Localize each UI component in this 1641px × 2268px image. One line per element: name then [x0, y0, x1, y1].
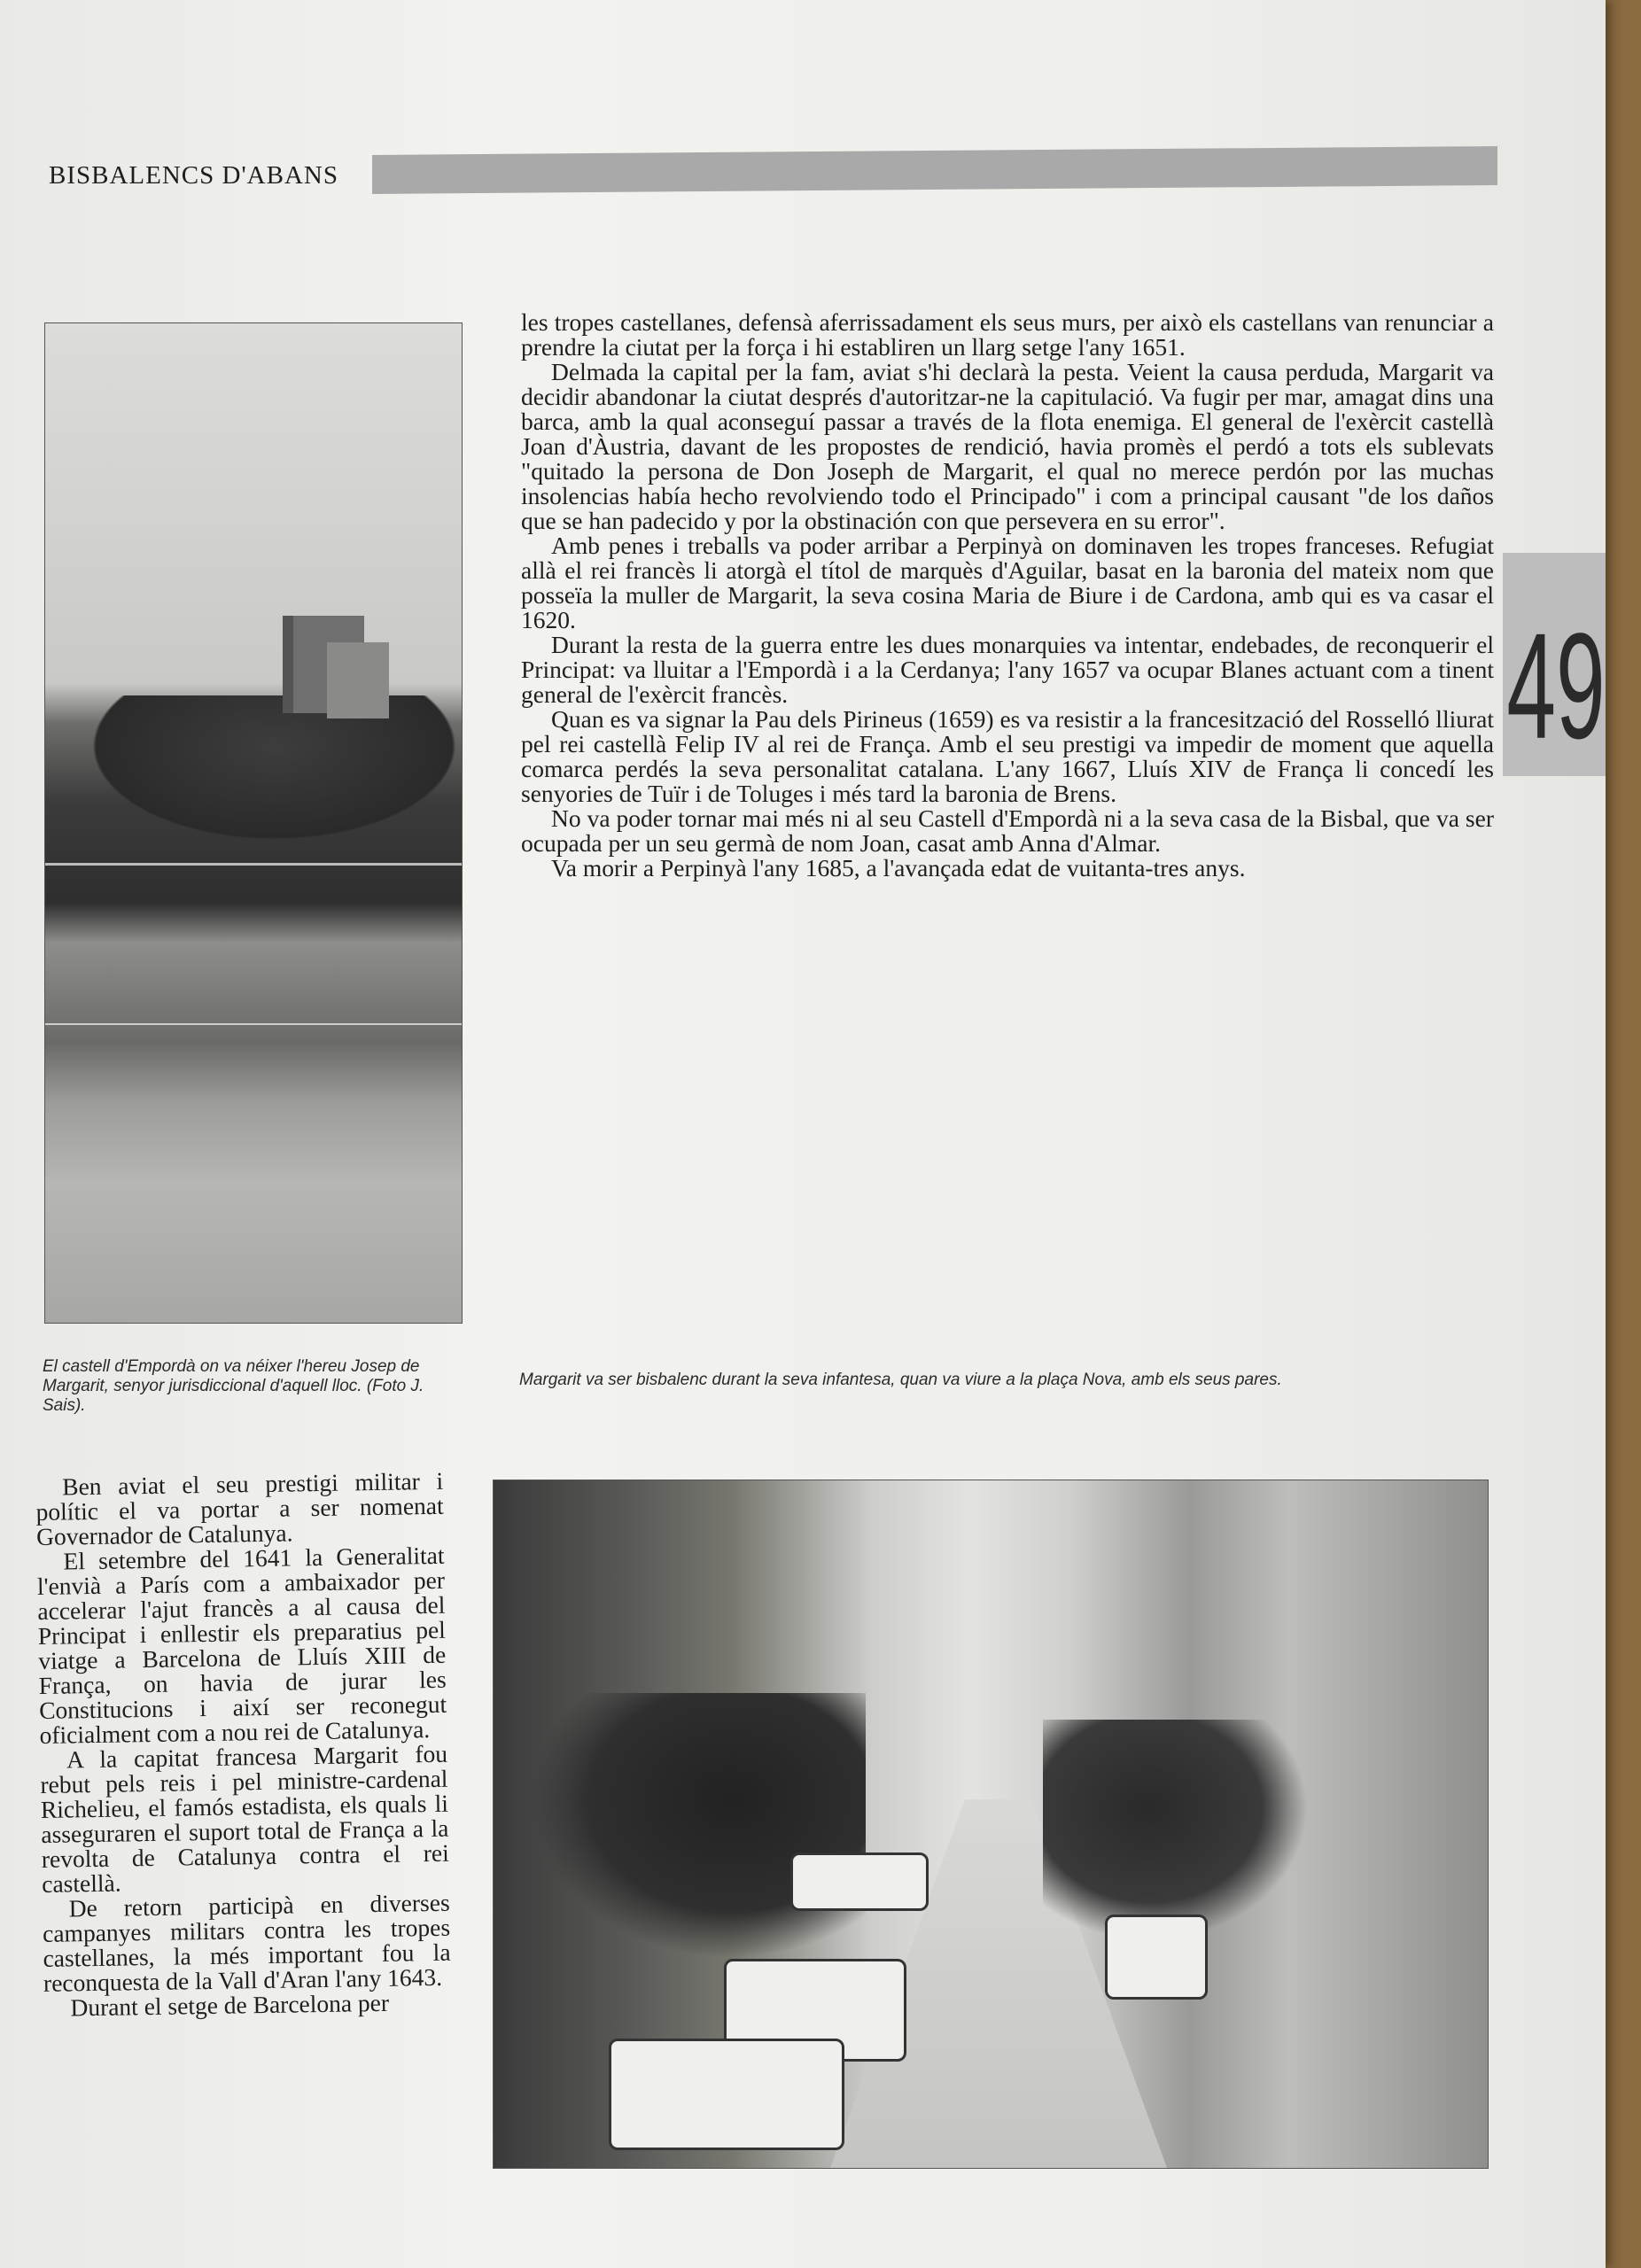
- street-caption: Margarit va ser bisbalenc durant la seva infantesa, quan va viure a la plaça Nova, amb els seus pares.: [519, 1371, 1282, 1389]
- paragraph: les tropes castellanes, defensà aferrissadament els seus murs, per això els castellans van renunciar a prendre la ciutat per la força i hi establiren un llarg setge l'any 1651.: [521, 308, 1494, 361]
- page-number: 49: [1506, 602, 1606, 772]
- paragraph: Durant el setge de Barcelona per: [70, 1988, 390, 2022]
- left-column-text: [35, 1466, 452, 2022]
- paragraph: Amb penes i treballs va poder arribar a Perpinyà on dominaven les tropes franceses. Refugiat allà el rei francès li atorgà el títol de marquès d'Aguilar, basat en la baronia del mateix nom que posseïa la muller de Margarit, la seva cosina Maria de Biure i de Cardona, amb qui es va casar el 1620.: [521, 532, 1494, 633]
- castle-hill: [45, 695, 462, 864]
- header-bar: [372, 146, 1497, 194]
- paragraph: No va poder tornar mai més ni al seu Castell d'Empordà ni a la seva casa de la Bisbal, que va ser ocupada per un seu germà de nom Joan, casat amb Anna d'Almar.: [521, 804, 1494, 857]
- paragraph: Va morir a Perpinyà l'any 1685, a l'avançada edat de vuitanta-tres anys.: [551, 854, 1246, 882]
- street-photo: [493, 1480, 1489, 2169]
- paragraph: Ben aviat el seu prestigi militar i polític el va portar a ser nomenat Governador de Catalunya.: [35, 1466, 444, 1550]
- castle-photo: [44, 322, 463, 1324]
- car: [609, 2039, 844, 2150]
- paragraph: De retorn participà en diverses campanyes militars contra les tropes castellanes, la més important fou la reconquesta de la Vall d'Aran l'any 1643.: [42, 1888, 451, 1997]
- paragraph: El setembre del 1641 la Generalitat l'envià a París com a ambaixador per accelerar l'ajut francès a al causa del Principat i enllestir els preparatius pel viatge a Barcelona de Lluís XIII de França, on havia de jurar les Constitucions i així ser reconegut oficialment com a nou rei de Catalunya.: [36, 1541, 447, 1749]
- paragraph: A la capitat francesa Margarit fou rebut pels reis i pel ministre-cardenal Richelieu, el famós estadista, els quals li asseguraren el suport total de França a la revolta de Catalunya contra el rei castellà.: [40, 1739, 449, 1898]
- paragraph: Delmada la capital per la fam, aviat s'hi declarà la pesta. Veient la causa perduda, Margarit va decidir abandonar la ciutat després d'autoritzar-ne la capitulació. Va fugir per mar, amagat dins una barca, amb la qual aconseguí passar a través de la flota enemiga. El general de l'exèrcit castellà Joan d'Àustria, davant de les propostes de rendició, havia promès el perdó a tots els sublevats "quitado la persona de Don Joseph de Margarit, el qual no merece perdón por las muchas insolencias había hecho revolviendo todo el Principado" i com a principal causant "de los daños que se han padecido y por la obstinación con que persevera en su error".: [521, 358, 1494, 534]
- paragraph: Durant la resta de la guerra entre les dues monarquies va intentar, endebades, de reconquerir el Principat: va lluitar a l'Empordà i a la Cerdanya; l'any 1657 va ocupar Blanes actuant com a tinent general de l'exèrcit francès.: [521, 631, 1494, 708]
- section-title: BISBALENCS D'ABANS: [49, 161, 338, 190]
- car: [790, 1852, 929, 1911]
- trees-left: [529, 1693, 866, 1959]
- right-column-text: [521, 310, 1494, 881]
- car: [1105, 1915, 1208, 2000]
- trees-right: [1043, 1720, 1309, 1941]
- castle-building: [327, 642, 389, 718]
- castle-caption: El castell d'Empordà on va néixer l'hereu Josep de Margarit, senyor jurisdiccional d'aquell lloc. (Foto J. Sais).: [43, 1357, 424, 1415]
- paragraph: Quan es va signar la Pau dels Pirineus (1659) es va resistir a la francesització del Rosselló lliurat pel rei castellà Felip IV al rei de França. Amb el seu prestigi va impedir de moment que aquella comarca perdés la seva personalitat catalana. L'any 1667, Lluís XIV de França li concedí les senyories de Tuïr i de Toluges i més tard la baronia de Brens.: [521, 705, 1494, 807]
